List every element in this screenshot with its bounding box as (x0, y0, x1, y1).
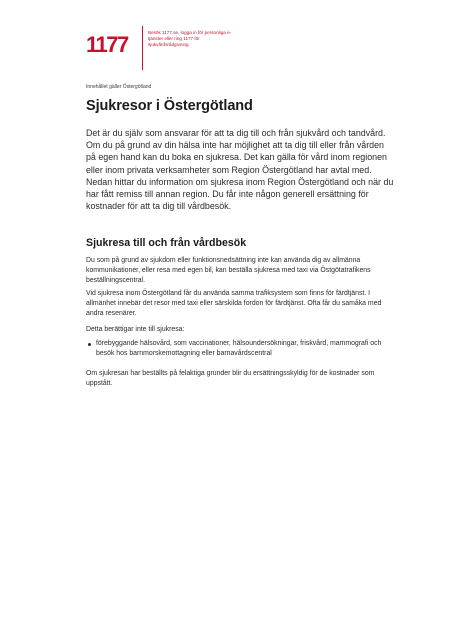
logo-text: 1177 (86, 32, 128, 56)
header-divider (142, 26, 143, 70)
list-item-text: förebyggande hälsovård, som vaccinationer, hälsoundersökningar, friskvård, mammografi och besök hos barnmorskemottagning eller barnavårdscentral (96, 340, 382, 357)
section-heading: Sjukresa till och från vårdbesök (86, 237, 247, 249)
lead-paragraph: Det är du själv som ansvarar för att ta dig till och från sjukvård och tandvård. Om du på grund av din hälsa inte har möjlighet att ta dig till eller från vården på egen hand kan du boka en sjukresa. Det kan gälla för vård inom regionen eller inom privata verksamheter som Region Östergötland har avtal med. Nedan hittar du information om sjukresa inom Region Östergötland och när du har fått remiss till annan region. Du får inte någon generell ersättning för kostnader för att ta dig till vårdbesök. (86, 128, 394, 212)
logo-1177-mark (86, 32, 130, 56)
section-paragraph-3: Detta berättigar inte till sjukresa: (86, 326, 185, 333)
list-item (86, 339, 386, 359)
section-paragraph-1: Du som på grund av sjukdom eller funktionsnedsättning inte kan använda dig av allmänna kommunikationer, eller resa med egen bil, kan beställa sjukresa med taxi via Östgötatrafikens beställningscentral. (86, 257, 371, 284)
logo-1177 (86, 32, 130, 56)
bullet-icon (88, 343, 91, 346)
header-note: Besök 1177.se, logga in för personliga e-tjänster eller ring 1177 för sjukvårdsrådgivning. (148, 30, 232, 47)
page-title: Sjukresor i Östergötland (86, 98, 253, 114)
closing-paragraph: Om sjukresan har beställts på felaktiga grunder blir du ersättningsskyldig för de kostnader som uppstått. (86, 370, 375, 387)
exclusion-list (86, 339, 386, 359)
scope-note: Innehållet gäller Östergötland (86, 84, 152, 90)
section-paragraph-2: Vid sjukresa inom Östergötland får du använda samma trafiksystem som finns för färdtjänst. I allmänhet innebär det resor med taxi eller särskilda fordon för färdtjänst. Ofta får du samåka med andra resenärer. (86, 290, 382, 317)
